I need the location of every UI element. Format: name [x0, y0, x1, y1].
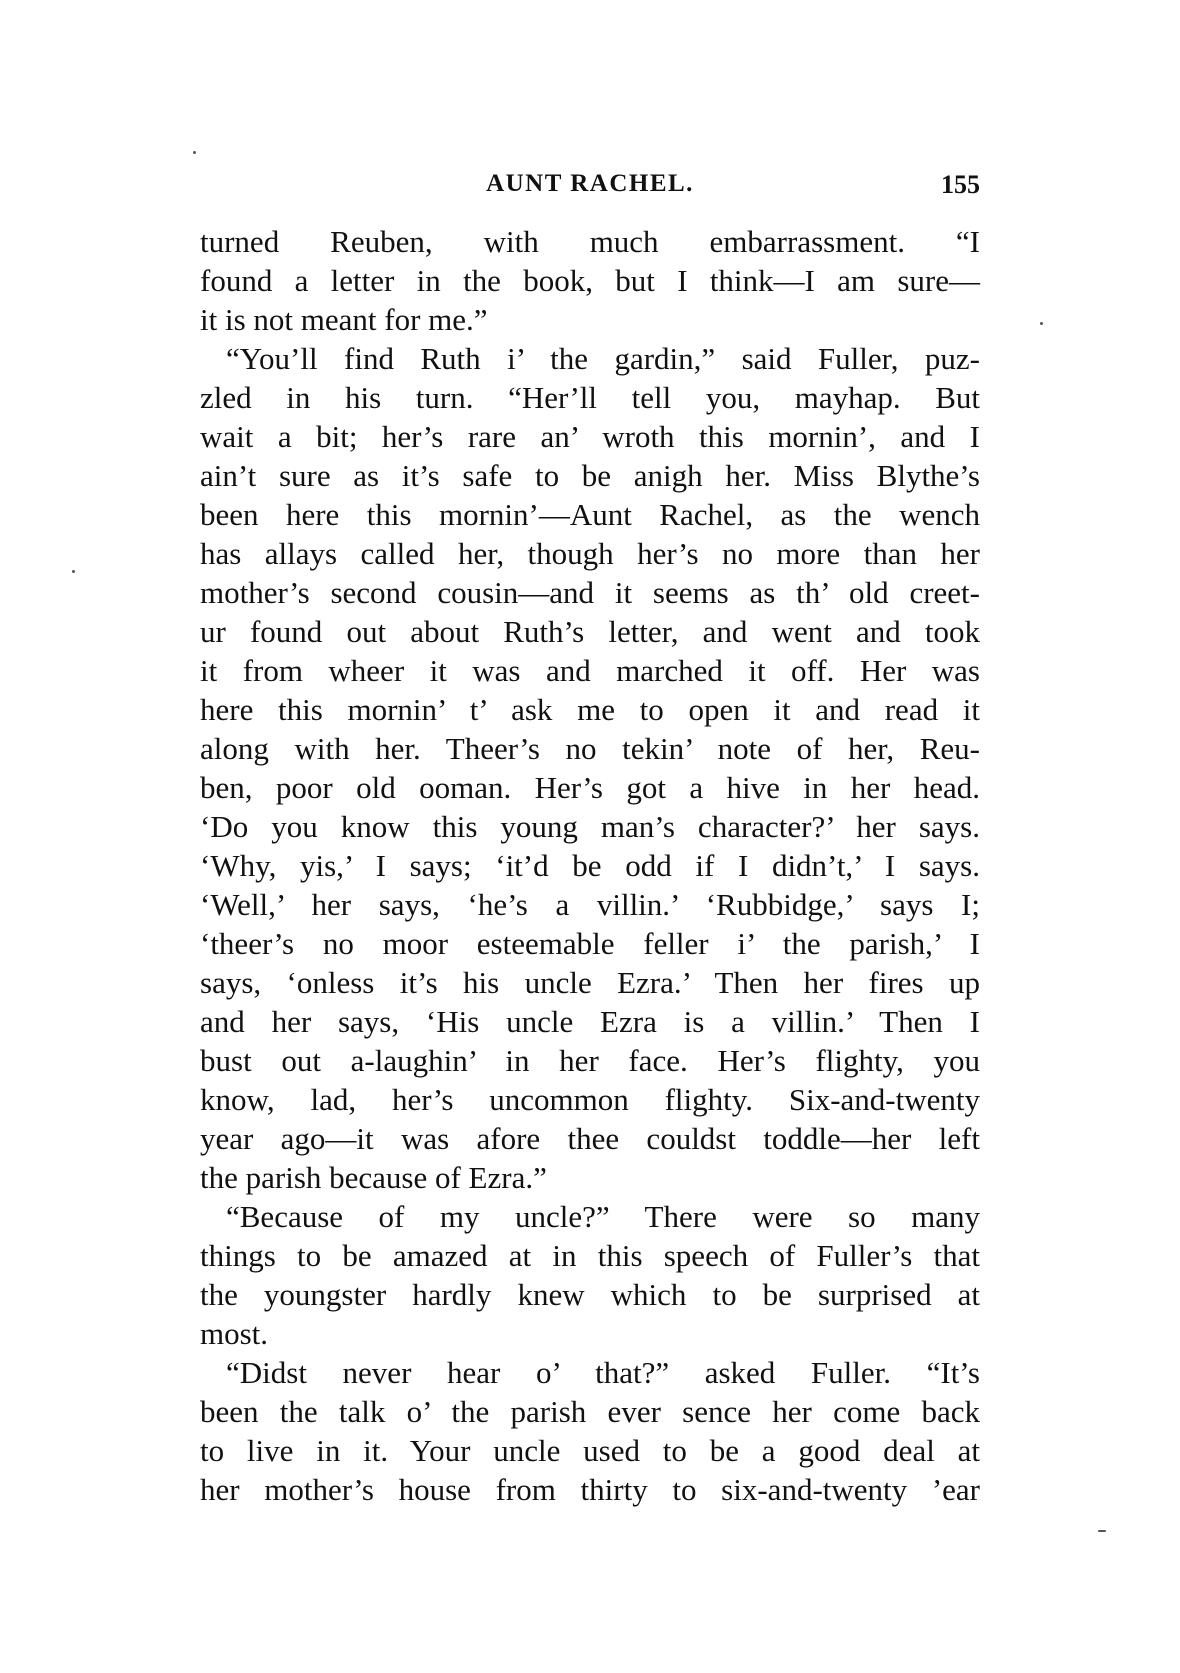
text-line: “You’ll find Ruth i’ the gardin,” said Fuller, puz- [226, 341, 980, 376]
text-line: zled in his turn. “Her’ll tell you, mayhap. But [200, 380, 980, 415]
text-line: it from wheer it was and marched it off. Her was [200, 653, 980, 688]
text-line: ‘Why, yis,’ I says; ‘it’d be odd if I didn’t,’ I says. [200, 848, 980, 883]
text-line: her mother’s house from thirty to six-and-twenty ’ear [200, 1472, 980, 1507]
text-line: ain’t sure as it’s safe to be anigh her. Miss Blythe’s [200, 458, 980, 493]
text-line: bust out a-laughin’ in her face. Her’s flighty, you [200, 1043, 980, 1078]
text-line: has allays called her, though her’s no more than her [200, 536, 980, 571]
text-line: along with her. Theer’s no tekin’ note of her, Reu- [200, 731, 980, 766]
margin-speck [72, 570, 75, 573]
text-line: been the talk o’ the parish ever sence her come back [200, 1394, 980, 1429]
text-line: “Because of my uncle?” There were so many [226, 1199, 980, 1234]
text-line: mother’s second cousin—and it seems as th’ old creet- [200, 575, 980, 610]
text-line: and her says, ‘His uncle Ezra is a villin.’ Then I [200, 1004, 980, 1039]
text-line: says, ‘onless it’s his uncle Ezra.’ Then her fires up [200, 965, 980, 1000]
text-line: know, lad, her’s uncommon flighty. Six-and-twenty [200, 1082, 980, 1117]
text-line: ben, poor old ooman. Her’s got a hive in her head. [200, 770, 980, 805]
text-line: the parish because of Ezra.” [200, 1160, 547, 1195]
text-line: here this mornin’ t’ ask me to open it and read it [200, 692, 980, 727]
text-line: turned Reuben, with much embarrassment. “I [200, 224, 980, 259]
page-number: 155 [941, 170, 980, 199]
text-line: to live in it. Your uncle used to be a good deal at [200, 1433, 980, 1468]
text-line: ‘Well,’ her says, ‘he’s a villin.’ ‘Rubbidge,’ says I; [200, 887, 980, 922]
text-line: ‘theer’s no moor esteemable feller i’ the parish,’ I [200, 926, 980, 961]
margin-speck [1098, 1530, 1106, 1532]
text-line: “Didst never hear o’ that?” asked Fuller. “It’s [226, 1355, 980, 1390]
text-line: ur found out about Ruth’s letter, and went and took [200, 614, 980, 649]
margin-speck [193, 151, 196, 154]
text-line: most. [200, 1316, 269, 1351]
body-text [200, 222, 980, 1509]
margin-speck [1040, 322, 1043, 325]
running-head [200, 170, 980, 210]
text-line: things to be amazed at in this speech of Fuller’s that [200, 1238, 980, 1273]
text-line: the youngster hardly knew which to be surprised at [200, 1277, 980, 1312]
text-line: ‘Do you know this young man’s character?’ her says. [200, 809, 980, 844]
text-line: been here this mornin’—Aunt Rachel, as the wench [200, 497, 980, 532]
text-line: wait a bit; her’s rare an’ wroth this mornin’, and I [200, 419, 980, 454]
text-line: found a letter in the book, but I think—I am sure— [200, 263, 980, 298]
text-line: it is not meant for me.” [200, 302, 488, 337]
running-title: AUNT RACHEL. [486, 170, 694, 197]
text-line: year ago—it was afore thee couldst toddle—her left [200, 1121, 980, 1156]
